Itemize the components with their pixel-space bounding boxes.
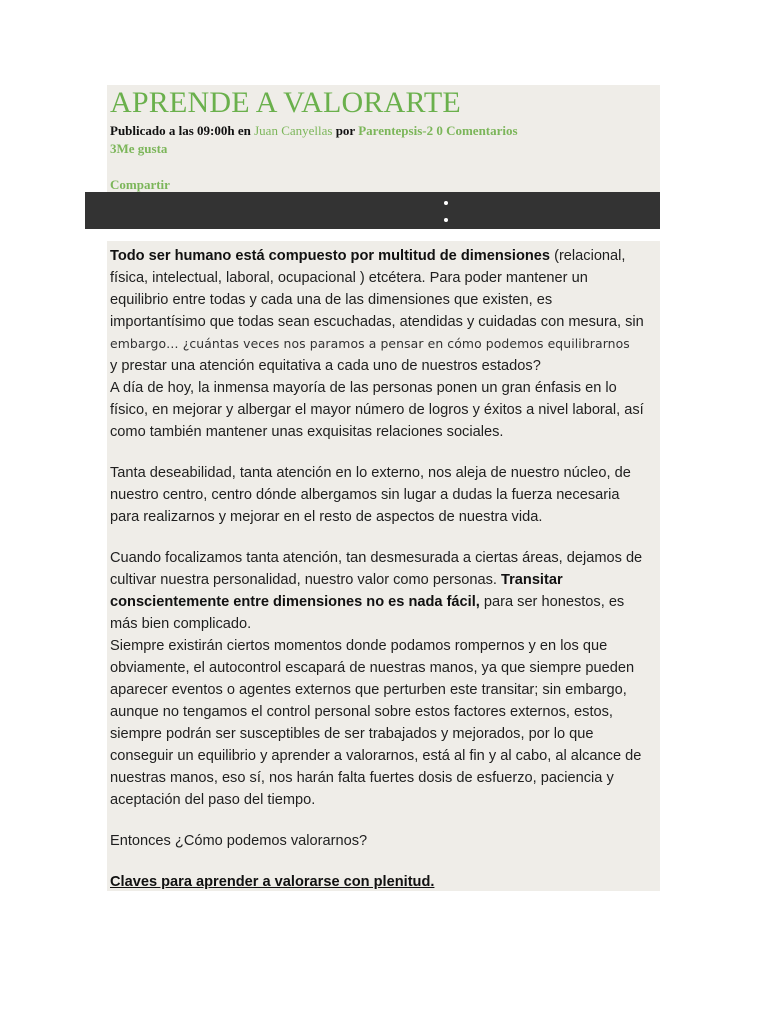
text-span: y prestar una atención equitativa a cada uno de nuestros estados? xyxy=(110,358,541,374)
user-link[interactable]: Parentepsis-2 xyxy=(358,123,434,138)
article-body xyxy=(107,241,660,891)
text-span: como también mantener unas exquisitas relaciones sociales. xyxy=(110,424,504,440)
section-heading: Claves para aprender a valorarse con plenitud. xyxy=(110,874,435,890)
author-link[interactable]: Juan Canyellas xyxy=(254,123,333,138)
bold-text: conscientemente entre dimensiones no es nada fácil, xyxy=(110,594,480,610)
text-span: aceptación del paso del tiempo. xyxy=(110,792,316,808)
text-span: aunque no tengamos el control personal sobre estos factores externos, estos, xyxy=(110,704,613,720)
text-span: equilibrio entre todas y cada una de las dimensiones que existen, es xyxy=(110,292,553,308)
paragraph xyxy=(110,462,658,528)
text-span: conseguir un equilibrio y aprender a valorarnos, está al fin y al cabo, al alcance de xyxy=(110,748,642,764)
bullet-icon[interactable] xyxy=(444,201,448,205)
spacer xyxy=(110,852,658,871)
post-title: APRENDE A VALORARTE xyxy=(110,86,461,119)
meta-prefix: Publicado a las 09:00h en xyxy=(110,123,251,138)
paragraph xyxy=(110,547,658,811)
spacer xyxy=(110,811,658,830)
likes-count[interactable]: 3Me gusta xyxy=(110,141,168,156)
text-span: aparecer eventos o agentes externos que perturben este transitar; sin embargo, xyxy=(110,682,627,698)
text-span: para realizarnos y mejorar en el resto de aspectos de nuestra vida. xyxy=(110,509,543,525)
spacer xyxy=(110,528,658,547)
text-span: Siempre existirán ciertos momentos donde podamos rompernos y en los que xyxy=(110,638,608,654)
text-span: físico, en mejorar y albergar el mayor número de logros y éxitos a nivel laboral, así xyxy=(110,402,644,418)
paragraph: Entonces ¿Cómo podemos valorarnos? xyxy=(110,833,368,849)
text-span: A día de hoy, la inmensa mayoría de las personas ponen un gran énfasis en lo xyxy=(110,380,617,396)
text-span: (relacional, xyxy=(550,248,626,264)
text-span: cultivar nuestra personalidad, nuestro valor como personas. xyxy=(110,572,501,588)
text-span: nuestro centro, centro dónde albergamos sin lugar a dudas la fuerza necesaria xyxy=(110,487,620,503)
text-span: física, intelectual, laboral, ocupacional ) etcétera. Para poder mantener un xyxy=(110,270,588,286)
text-span: más bien complicado. xyxy=(110,616,252,632)
post-meta xyxy=(110,123,518,139)
share-button[interactable]: Compartir xyxy=(110,177,170,192)
bold-text: Todo ser humano está compuesto por multitud de dimensiones xyxy=(110,248,551,264)
text-span: importantísimo que todas sean escuchadas, atendidas y cuidadas con mesura, sin xyxy=(110,314,644,330)
share-toolbar xyxy=(85,192,660,229)
comments-link[interactable]: 0 Comentarios xyxy=(436,123,518,138)
text-span: Tanta deseabilidad, tanta atención en lo externo, nos aleja de nuestro núcleo, de xyxy=(110,465,631,481)
spacer xyxy=(110,443,658,462)
text-span: para ser honestos, es xyxy=(479,594,625,610)
article-text xyxy=(110,245,658,893)
text-span: nuestras manos, eso sí, nos harán falta fuertes dosis de esfuerzo, paciencia y xyxy=(110,770,614,786)
text-span: Cuando focalizamos tanta atención, tan desmesurada a ciertas áreas, dejamos de xyxy=(110,550,643,566)
text-span: obviamente, el autocontrol escapará de nuestras manos, ya que siempre pueden xyxy=(110,660,635,676)
post-header xyxy=(107,85,660,192)
meta-by: por xyxy=(335,123,355,138)
bullet-icon[interactable] xyxy=(444,218,448,222)
text-span: siempre podrán ser susceptibles de ser trabajados y mejorados, por lo que xyxy=(110,726,594,742)
bold-text: Transitar xyxy=(501,572,563,588)
paragraph xyxy=(110,245,658,443)
text-span: embargo… ¿cuántas veces nos paramos a pensar en cómo podemos equilibrarnos xyxy=(110,336,630,351)
